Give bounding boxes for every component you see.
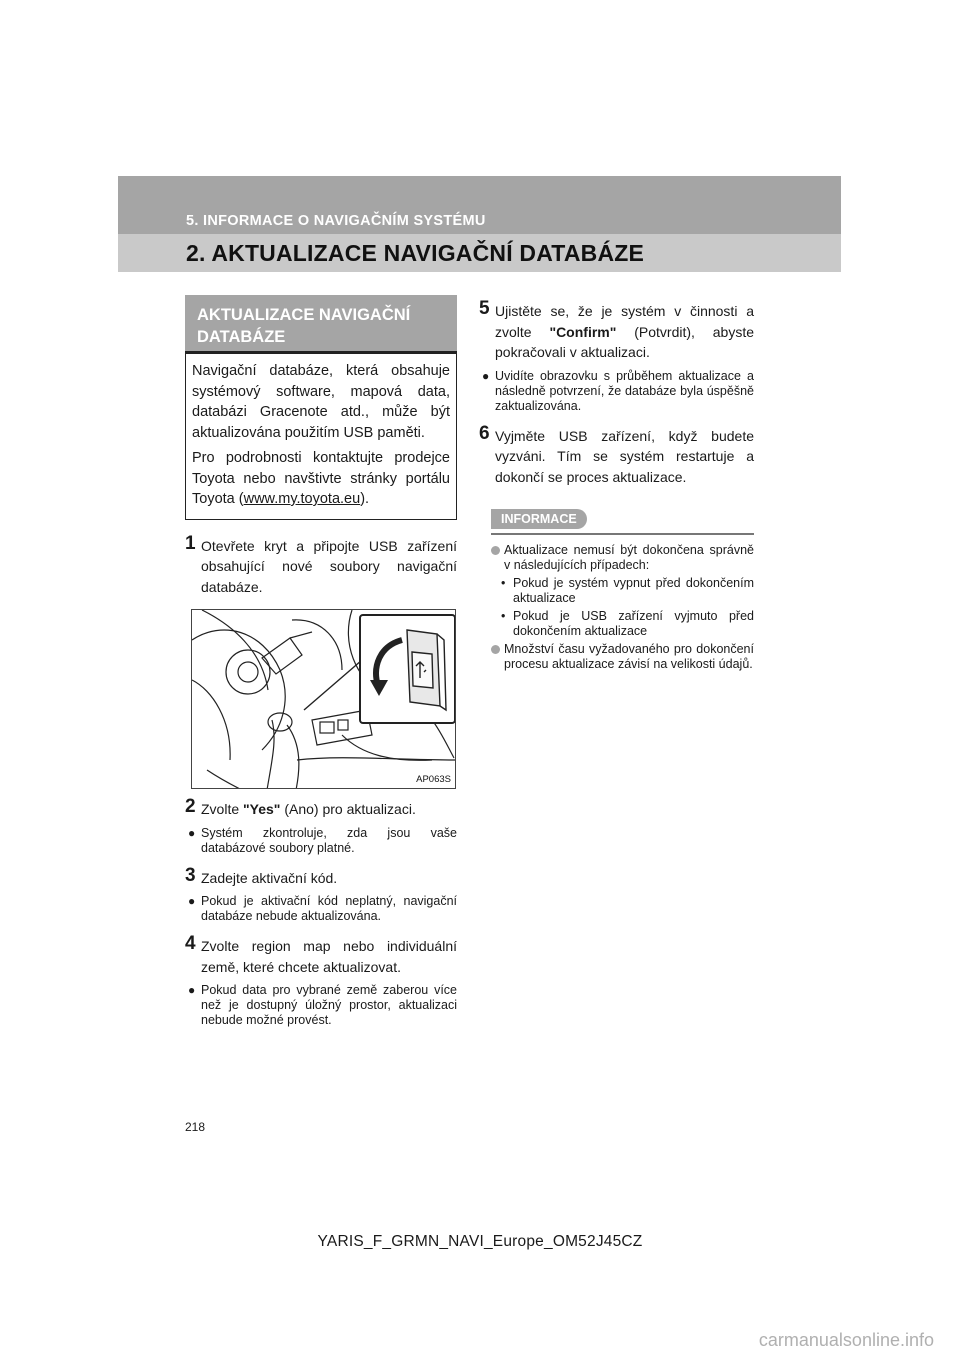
confirm-option: "Confirm" [549, 323, 617, 340]
info-body [491, 543, 754, 672]
right-column [479, 295, 754, 675]
bullet-icon: ● [188, 983, 196, 997]
step-number: 5 [479, 298, 490, 319]
bullet-icon: ● [188, 825, 196, 840]
circle-bullet-icon [491, 645, 500, 654]
step-3-note [185, 894, 457, 924]
bullet-icon: ● [188, 894, 196, 908]
section-label: 5. INFORMACE O NAVIGAČNÍM SYSTÉMU [186, 213, 486, 229]
step-4 [185, 933, 457, 977]
step-1 [185, 532, 457, 598]
chapter-title: 2. AKTUALIZACE NAVIGAČNÍ DATABÁZE [186, 240, 645, 266]
note-text: Systém zkontroluje, zda jsou vaše databázové soubory platné. [201, 825, 457, 855]
left-column [185, 295, 457, 1028]
note-text: Pokud data pro vybrané země zaberou více než je dostupný úložný prostor, aktualizaci nebude možné provést. [201, 983, 457, 1027]
step-text: Otevřete kryt a připojte USB zařízení obsahující nové soubory navigační databáze. [201, 537, 457, 595]
step-number: 1 [185, 532, 196, 554]
step-2 [185, 796, 457, 820]
step-6 [479, 422, 754, 488]
yes-option: "Yes" [243, 801, 281, 817]
info-rule [491, 533, 754, 535]
step-text-pre: Ujistěte se, že je systém v činnosti a zvolte [495, 303, 754, 340]
info-box-body [185, 354, 457, 520]
usb-port-figure [191, 609, 456, 789]
step-number: 2 [185, 796, 196, 817]
step-4-note [185, 983, 457, 1028]
step-text-post: (Ano) pro aktualizaci. [280, 801, 416, 817]
info-sub-item [491, 576, 754, 606]
step-2-note [185, 826, 457, 856]
bullet-icon: ● [482, 368, 490, 383]
note-text: Pokud je aktivační kód neplatný, navigační databáze nebude aktualizována. [201, 894, 457, 923]
info-label: INFORMACE [491, 509, 587, 529]
step-text: Vyjměte USB zařízení, když budete vyzváni. Tím se systém restartuje a dokončí se proces aktualizace. [495, 427, 754, 485]
info-sub-item-text: Pokud je USB zařízení vyjmuto před dokončením aktualizace [513, 609, 754, 638]
info-box-para-2-end: ). [360, 491, 370, 507]
info-item [491, 543, 754, 573]
figure-code: AP063S [416, 774, 451, 785]
usb-port-illustration [192, 610, 456, 789]
step-3 [185, 864, 457, 889]
info-sub-item-text: Pokud je systém vypnut před dokončením aktualizace [513, 576, 754, 605]
info-box-para-2-text: Pro podrobnosti kontaktujte prodejce Toyota nebo navštivte stránky portálu Toyota ( [192, 450, 450, 507]
circle-bullet-icon [491, 546, 500, 555]
step-text-pre: Zvolte [201, 801, 244, 817]
info-box [185, 295, 457, 520]
info-sub-item [491, 609, 754, 639]
watermark: carmanualsonline.info [758, 1330, 934, 1350]
step-number: 4 [185, 933, 196, 954]
step-text: Zvolte region map nebo individuální země, které chcete aktualizovat. [201, 938, 457, 975]
step-5 [479, 298, 755, 363]
step-text-post: (Potvrdit), abyste pokračovali v aktualizaci. [495, 323, 755, 360]
toyota-portal-link[interactable]: www.my.toyota.eu [243, 491, 361, 507]
step-text: Zadejte aktivační kód. [201, 869, 338, 886]
info-box-para-1: Navigační databáze, která obsahuje systémový software, mapová data, databázi Gracenote atd., může být aktualizována použitím USB paměti. [192, 363, 450, 441]
step-5-note [479, 369, 754, 414]
info-box-para-2 [192, 448, 450, 510]
info-item-text: Aktualizace nemusí být dokončena správně v následujících případech: [504, 543, 754, 572]
note-text: Uvidíte obrazovku s průběhem aktualizace a následně potvrzení, že databáze byla úspěšně zaktualizována. [495, 368, 754, 413]
step-number: 6 [479, 422, 490, 444]
info-item [491, 642, 754, 672]
small-bullet-icon: • [501, 609, 506, 623]
small-bullet-icon: • [501, 576, 506, 590]
info-box-heading: AKTUALIZACE NAVIGAČNÍ DATABÁZE [185, 295, 457, 351]
info-note [491, 509, 754, 672]
info-item-text: Množství času vyžadovaného pro dokončení procesu aktualizace závisí na velikosti údajů. [504, 642, 754, 671]
step-number: 3 [185, 864, 196, 886]
page-number: 218 [185, 1120, 206, 1134]
document-code: YARIS_F_GRMN_NAVI_Europe_OM52J45CZ [317, 1233, 643, 1250]
